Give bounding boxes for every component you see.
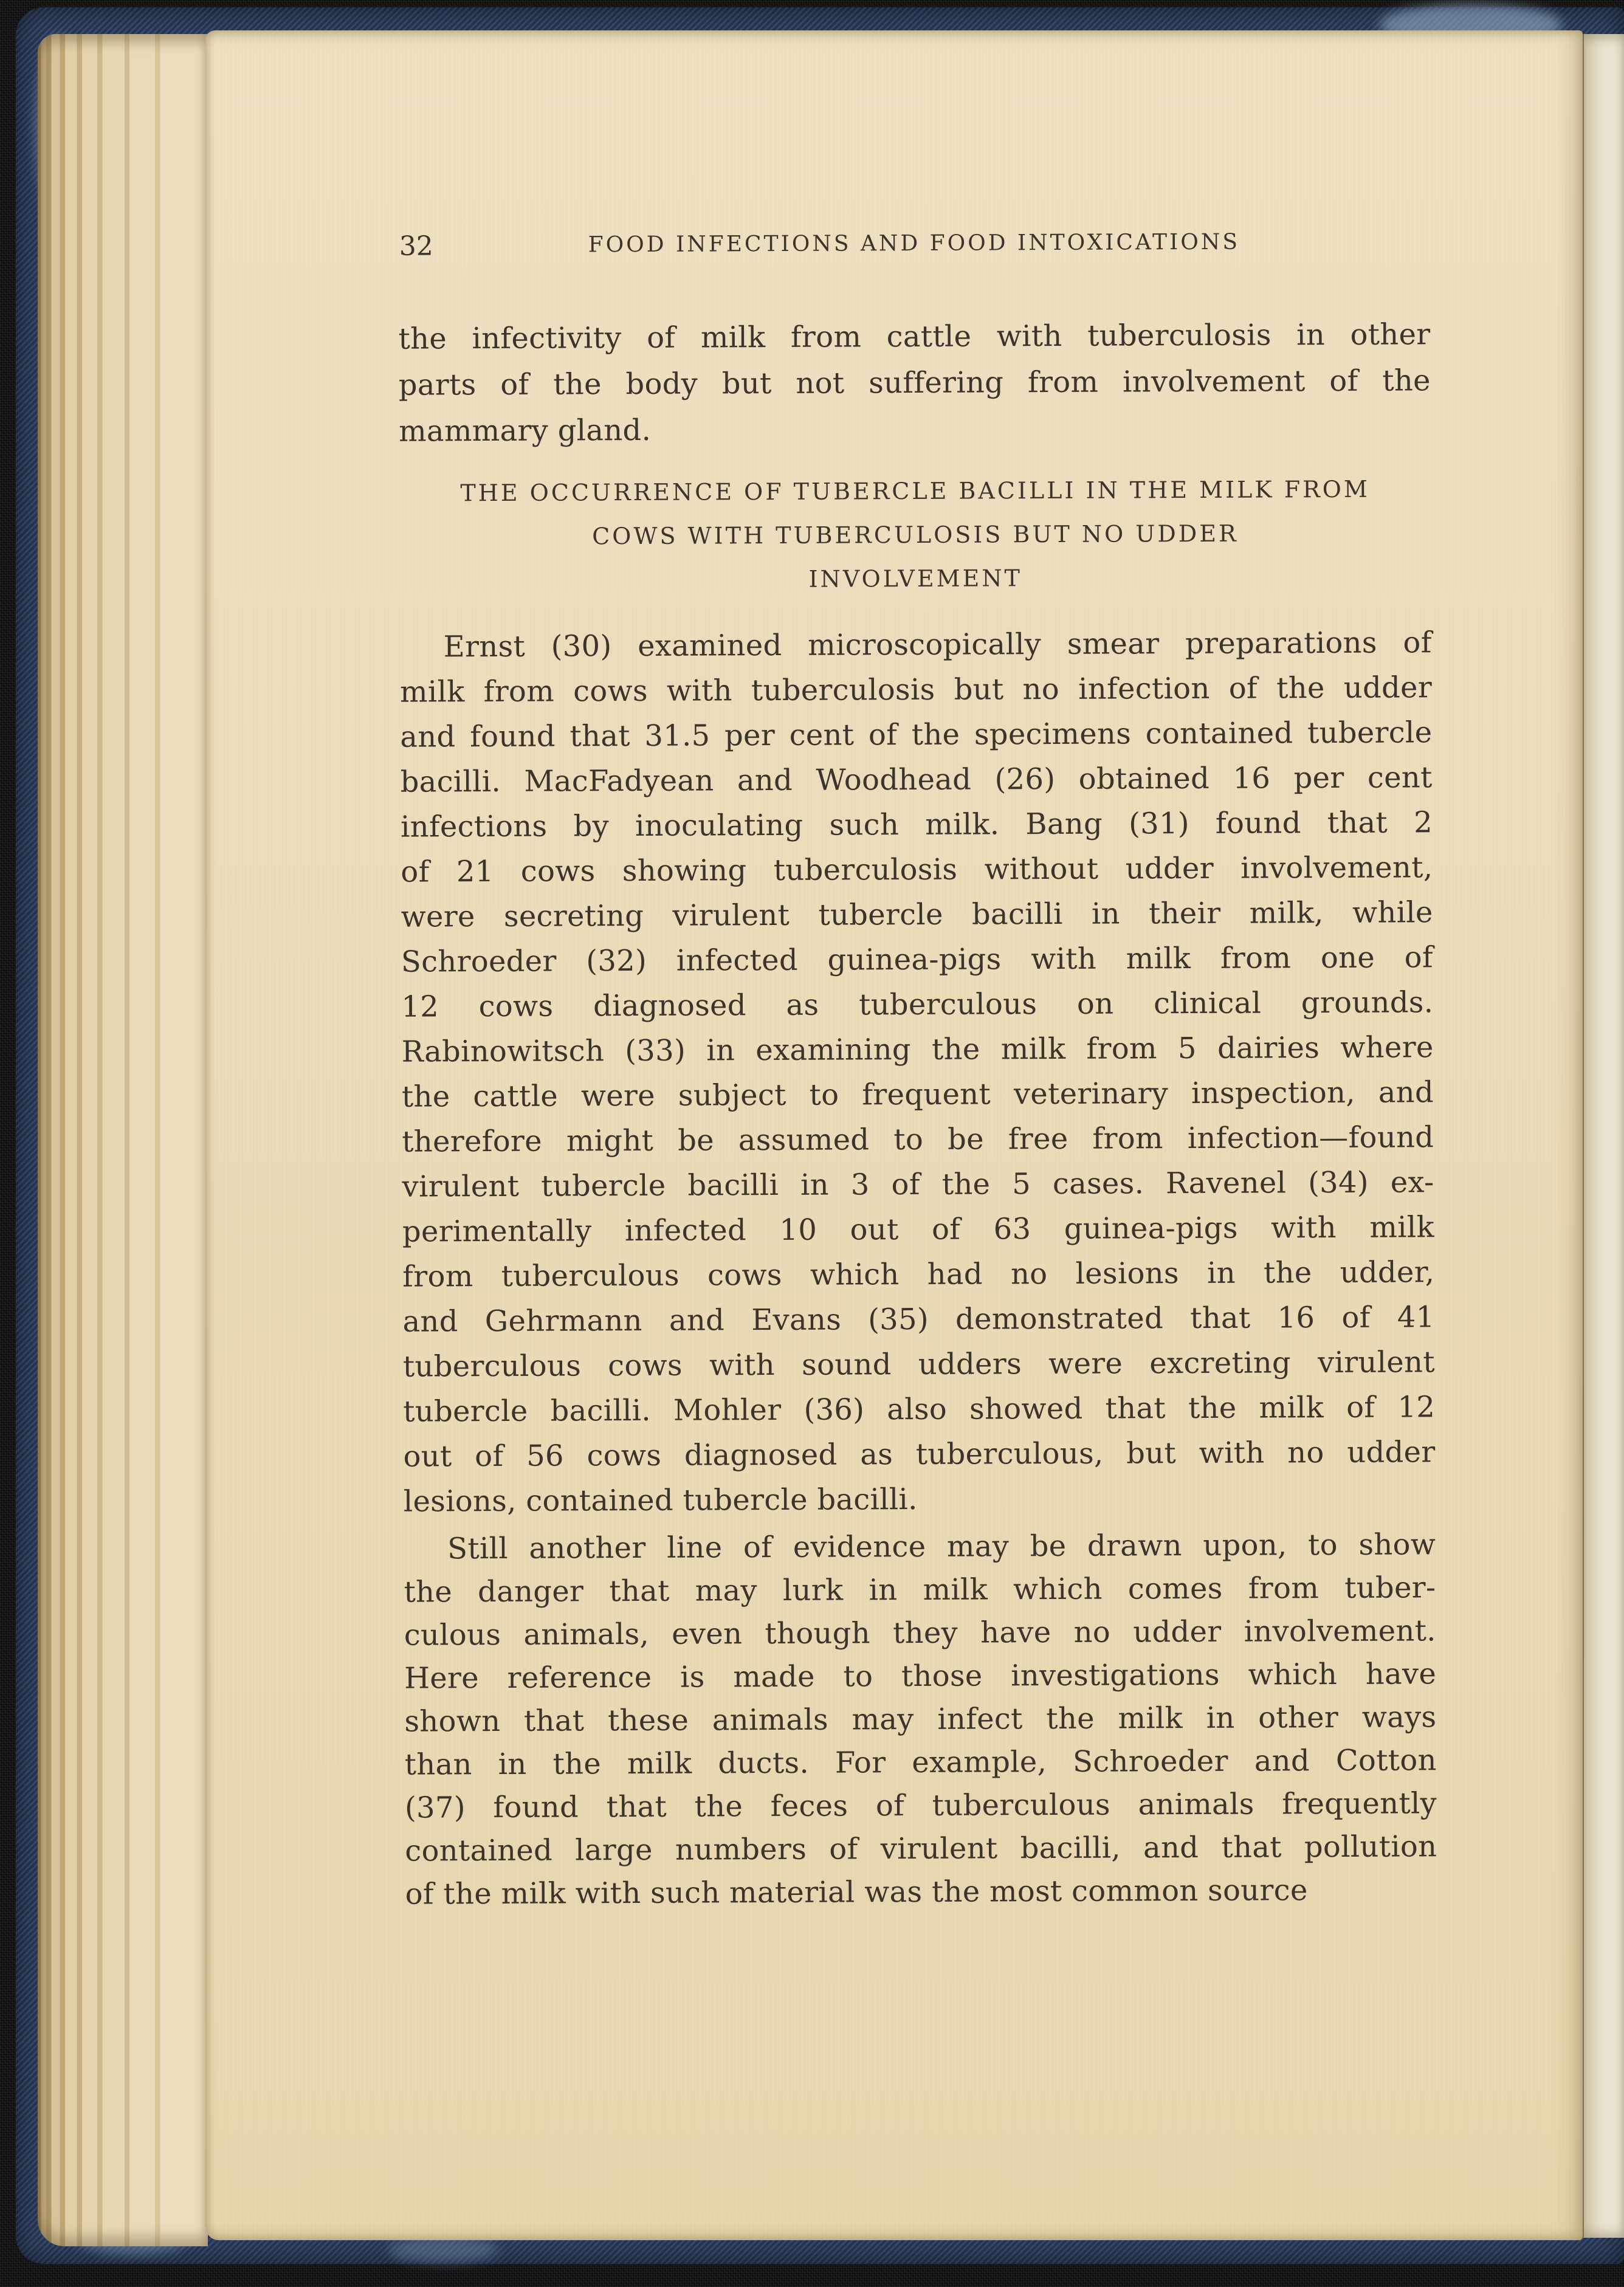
text-line: INVOLVEMENT	[808, 565, 1022, 593]
text-line: THE OCCURRENCE OF TUBERCLE BACILLI IN THE MILK FROM	[460, 475, 1370, 507]
text-line: and Gehrmann and Evans (35) demonstrated that 16 of 41	[402, 1300, 1435, 1339]
text-line: the danger that may lurk in milk which comes from tuber-	[404, 1570, 1436, 1609]
text-line: infections by inoculating such milk. Bang (31) found that 2	[400, 805, 1433, 844]
text-line: virulent tubercle bacilli in 3 of the 5 cases. Ravenel (34) ex-	[402, 1165, 1434, 1204]
text-line: out of 56 cows diagnosed as tuberculous, but with no udder	[403, 1435, 1436, 1474]
text-line: (37) found that the feces of tuberculous animals frequently	[404, 1786, 1437, 1825]
page-number: 32	[399, 230, 433, 262]
text-line: of the milk with such material was the most common source	[405, 1873, 1308, 1911]
text-line: mammary gland.	[399, 413, 652, 449]
running-header: FOOD INFECTIONS AND FOOD INTOXICATIONS	[588, 229, 1240, 258]
text-line: parts of the body but not suffering from involvement of the	[398, 363, 1431, 402]
text-line: tuberculous cows with sound udders were excreting virulent	[402, 1345, 1435, 1384]
book-page	[205, 30, 1583, 2240]
text-line: tubercle bacilli. Mohler (36) also showed that the milk of 12	[403, 1390, 1436, 1429]
text-line: and found that 31.5 per cent of the specimens contained tubercle	[400, 715, 1433, 754]
text-line: of 21 cows showing tuberculosis without udder involvement,	[401, 850, 1433, 889]
text-line: the cattle were subject to frequent veterinary inspection, and	[401, 1075, 1434, 1114]
text-line: bacilli. MacFadyean and Woodhead (26) obtained 16 per cent	[400, 760, 1433, 799]
text-line: lesions, contained tubercle bacilli.	[403, 1482, 918, 1519]
text-line: perimentally infected 10 out of 63 guinea-pigs with milk	[402, 1210, 1435, 1249]
continuation-paragraph	[398, 311, 1431, 454]
text-line: milk from cows with tuberculosis but no infection of the udder	[399, 670, 1433, 709]
text-line: Schroeder (32) infected guinea-pigs with milk from one of	[401, 940, 1434, 979]
section-heading	[399, 467, 1431, 602]
adjacent-page-edge	[1583, 34, 1624, 2238]
text-line: were secreting virulent tubercle bacilli in their milk, while	[401, 895, 1433, 934]
text-line: 12 cows diagnosed as tuberculous on clinical grounds.	[401, 985, 1434, 1024]
text-line: Ernst (30) examined microscopically smear preparations of	[443, 625, 1432, 664]
text-line: COWS WITH TUBERCULOSIS BUT NO UDDER	[592, 520, 1239, 550]
text-line: from tuberculous cows which had no lesions in the udder,	[402, 1255, 1435, 1294]
text-line: contained large numbers of virulent bacilli, and that pollution	[405, 1829, 1437, 1868]
text-line: therefore might be assumed to be free from infection—found	[402, 1120, 1434, 1159]
text-line: shown that these animals may infect the milk in other ways	[404, 1700, 1437, 1739]
page-text-block	[397, 28, 1437, 1916]
body-paragraph	[404, 1523, 1437, 1916]
text-line: Here reference is made to those investigations which have	[404, 1657, 1437, 1696]
page-header	[398, 229, 1430, 264]
text-line: culous animals, even though they have no udder involvement.	[404, 1614, 1436, 1652]
cover-wear-mark	[389, 2237, 498, 2263]
text-line: Rabinowitsch (33) in examining the milk from 5 dairies where	[401, 1030, 1434, 1069]
body-paragraph	[400, 620, 1436, 1524]
text-line: the infectivity of milk from cattle with tuberculosis in other	[398, 317, 1431, 356]
text-line: Still another line of evidence may be drawn upon, to show	[447, 1527, 1436, 1566]
text-line: than in the milk ducts. For example, Schroeder and Cotton	[404, 1743, 1437, 1782]
page-edge-stack	[38, 34, 208, 2246]
